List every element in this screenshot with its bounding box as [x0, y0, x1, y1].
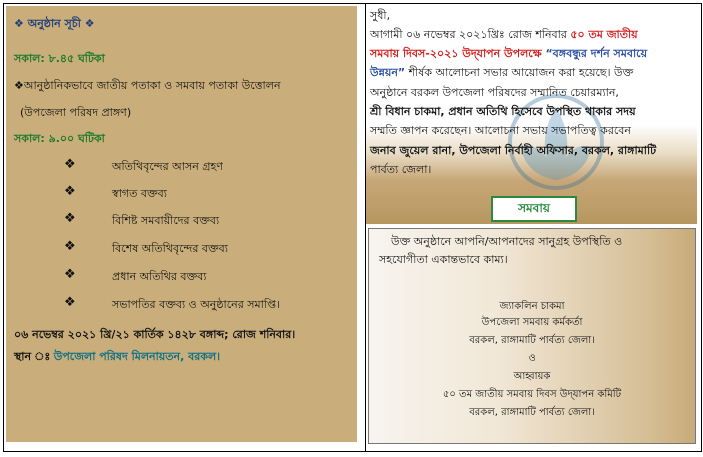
signatory-address: বরকল, রাঙ্গামাটি পার্বত্য জেলা। — [469, 335, 595, 346]
invite-line: শ্রী বিধান চাকমা, প্রধান অতিথি হিসেবে উপস্থিত থাকার সদয় — [370, 105, 636, 118]
signatory-designation: উপজেলা সমবায় কর্মকর্তা — [481, 317, 583, 328]
signatory-panel — [368, 228, 696, 444]
invite-line: সম্মতি জ্ঞাপন করেছেন। আলোচনা সভায় সভাপতিত্ব করবেন — [370, 124, 631, 137]
event-place — [14, 348, 220, 367]
agenda-item — [6, 184, 357, 204]
agenda-item-label: বিশিষ্ট সমবায়ীদের বক্তব্য — [112, 214, 220, 227]
agenda-heading: ❖ অনুষ্ঠান সূচী ❖ — [14, 17, 95, 30]
invite-line — [370, 45, 647, 64]
time-first: সকাল: ৮.৪৫ ঘটিকা — [14, 52, 105, 65]
committee-name: ৫০ তম জাতীয় সমবায় দিবস উদ্‌যাপন কমিটি — [442, 389, 622, 400]
venue-courtyard: (উপজেলা পরিষদ প্রাঙ্গণ) — [20, 106, 132, 119]
agenda-item-label: সভাপতির বক্তব্য ও অনুষ্ঠানের সমাপ্তি। — [112, 298, 280, 311]
diamond-bullet-icon: ❖ — [64, 211, 76, 226]
invite-line: অনুষ্ঠানে বরকল উপজেলা পরিষদের সম্মানিত চেয়ারম্যান, — [370, 86, 619, 99]
invite-text: আগামী ০৬ নভেম্বর ২০২১খ্রিঃ রোজ শনিবার — [370, 28, 571, 41]
invitation-text-panel — [366, 4, 697, 224]
request-line: উক্ত অনুষ্ঠানে আপনি/আপনাদের সানুগ্রহ উপস্থিতি ও — [391, 235, 623, 248]
salutation: সুধী, — [370, 9, 391, 22]
time-second: সকাল: ৯.০০ ঘটিকা — [14, 132, 105, 145]
agenda-item-label: স্বাগত বক্তব্য — [112, 187, 167, 200]
invite-line — [370, 26, 638, 45]
agenda-item-label: অতিথিবৃন্দের আসন গ্রহণ — [112, 160, 223, 173]
diamond-bullet-icon: ❖ — [64, 184, 76, 199]
agenda-item-label: বিশেষ অতিথিবৃন্দের বক্তব্য — [112, 242, 228, 255]
diamond-bullet-icon: ❖ — [64, 157, 76, 172]
seminar-title-end: উন্নয়ন” — [370, 66, 406, 79]
diamond-bullet-icon: ❖ — [64, 267, 76, 282]
place-value: উপজেলা পরিষদ মিলনায়তন, বরকল। — [53, 350, 221, 363]
agenda-item — [6, 267, 357, 287]
invite-line — [370, 64, 633, 83]
request-line: সহযোগীতা একান্তভাবে কাম্য। — [379, 253, 508, 266]
cooperative-logo-label: সমবায় — [491, 196, 577, 222]
event-date: ০৬ নভেম্বর ২০২১ খ্রি/২১ কার্তিক ১৪২৮ বঙ্গাব্দ; রোজ শনিবার। — [14, 328, 296, 341]
committee-address: বরকল, রাঙ্গামাটি পার্বত্য জেলা। — [469, 407, 595, 418]
invite-line: পার্বত্য জেলা। — [370, 163, 432, 176]
invite-text: শীর্ষক আলোচনা সভার আয়োজন করা হয়েছে। উক্ত — [405, 66, 634, 79]
flag-hoisting-item: ❖আনুষ্ঠানিকভাবে জাতীয় পতাকা ও সমবায় পতাকা উত্তোলন — [14, 79, 281, 92]
agenda-item — [6, 211, 357, 231]
place-label: স্থান ঃ — [14, 350, 51, 363]
invite-line: জনাব জুয়েল রানা, উপজেলা নির্বাহী অফিসার, বরকল, রাঙ্গামাটি — [370, 144, 657, 157]
seminar-title: “বঙ্গবন্ধুর দর্শন সমবায়ে — [541, 47, 648, 60]
diamond-bullet-icon: ❖ — [64, 295, 76, 310]
agenda-item — [6, 295, 357, 315]
agenda-item-label: প্রধান অতিথির বক্তব্য — [112, 270, 207, 283]
event-name: সমবায় দিবস-২০২১ উদ্‌যাপন উপলক্ষে — [370, 47, 542, 60]
agenda-item — [6, 157, 357, 177]
agenda-item — [6, 239, 357, 259]
conjunction: ও — [528, 353, 536, 364]
programme-panel — [6, 6, 357, 442]
signatory-name: জ্যাকলিন চাকমা — [499, 301, 565, 312]
convener-label: আহ্বায়ক — [513, 371, 551, 382]
event-ordinal: ৫০ তম জাতীয় — [570, 28, 638, 41]
diamond-bullet-icon: ❖ — [64, 239, 76, 254]
